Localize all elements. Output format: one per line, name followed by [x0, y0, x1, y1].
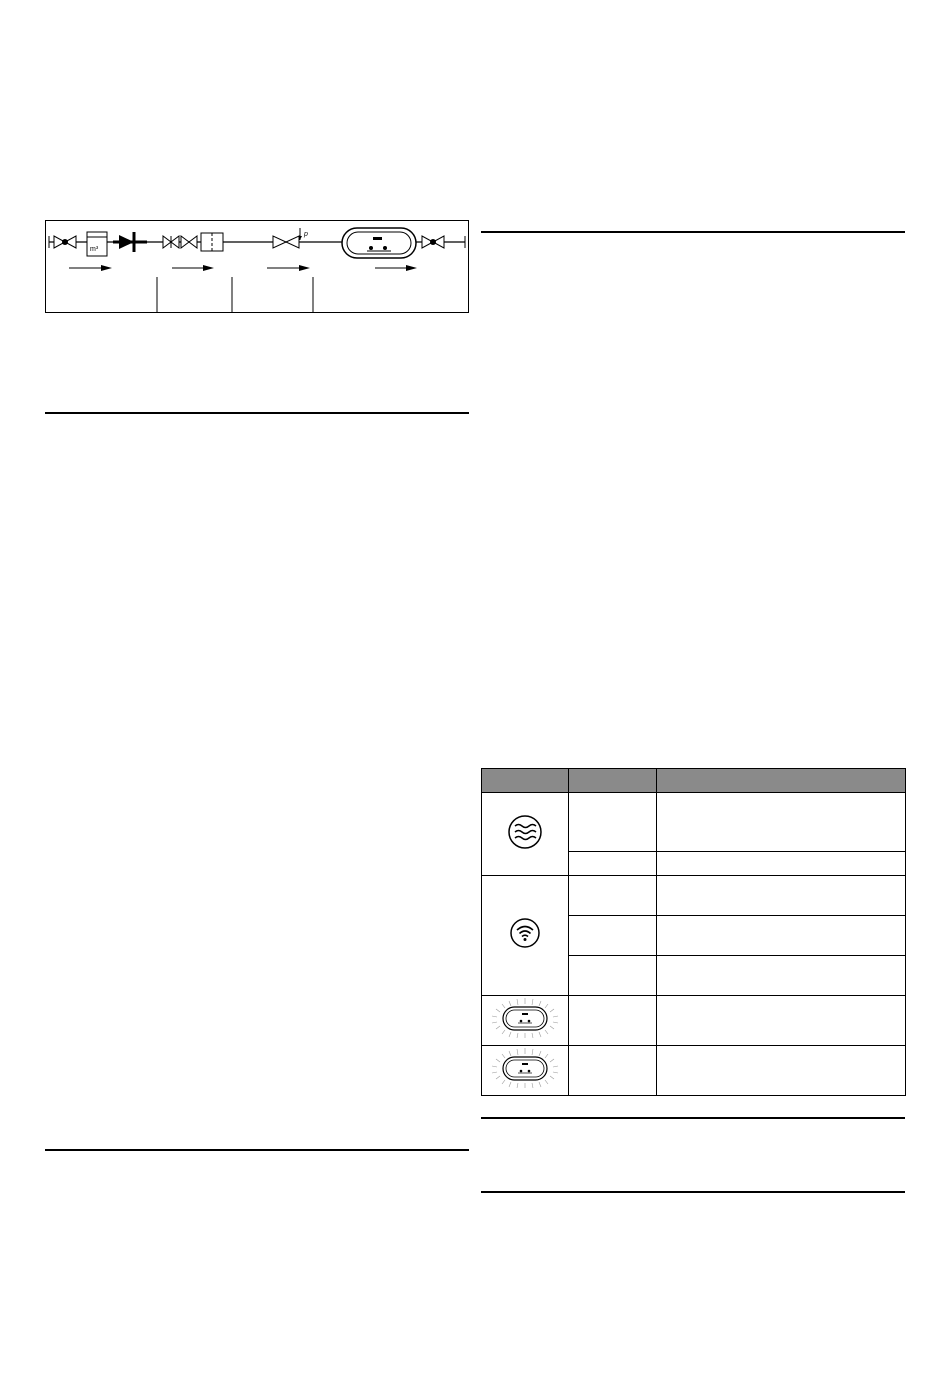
flow-arrow-icon — [69, 265, 112, 271]
section-divider — [481, 1117, 905, 1119]
table-header-cell — [569, 769, 657, 793]
device-led-blinking-icon — [487, 1046, 563, 1090]
water-meter-icon — [87, 232, 107, 256]
table-cell — [657, 876, 906, 916]
svg-text:m³: m³ — [90, 246, 99, 253]
flow-arrow-icon — [172, 265, 214, 271]
section-divider — [481, 231, 905, 233]
table-row — [482, 996, 906, 1046]
water-waves-icon — [505, 812, 545, 852]
table-cell — [657, 996, 906, 1046]
double-valve-icon — [163, 236, 197, 248]
table-header-row — [482, 769, 906, 793]
installation-diagram — [45, 220, 469, 313]
status-indicator-table — [481, 768, 906, 1096]
table-header-cell — [657, 769, 906, 793]
section-divider — [45, 1149, 469, 1151]
table-cell — [569, 793, 657, 852]
filter-icon — [201, 233, 223, 251]
table-cell-icon — [482, 1046, 569, 1096]
table-row — [482, 1046, 906, 1096]
table-cell-icon — [482, 876, 569, 996]
wifi-icon — [507, 915, 543, 951]
pressure-reducer-icon — [273, 228, 308, 248]
table-header-cell — [482, 769, 569, 793]
installation-schematic — [45, 220, 469, 313]
device-unit-icon — [342, 228, 416, 258]
check-valve-icon — [113, 232, 147, 252]
table-cell — [569, 876, 657, 916]
table-cell — [569, 956, 657, 996]
table-cell-icon — [482, 793, 569, 876]
table-cell — [569, 996, 657, 1046]
section-divider — [45, 412, 469, 414]
table-cell — [657, 1046, 906, 1096]
flow-arrow-icon — [375, 265, 417, 271]
table-cell-icon — [482, 996, 569, 1046]
table-cell — [657, 956, 906, 996]
table-cell — [657, 916, 906, 956]
table-cell — [657, 793, 906, 852]
table-row — [482, 793, 906, 852]
table-row — [482, 876, 906, 916]
table-cell — [657, 852, 906, 876]
flow-arrow-icon — [267, 265, 310, 271]
table-cell — [569, 1046, 657, 1096]
table-cell — [569, 852, 657, 876]
shutoff-valve-icon — [54, 236, 76, 248]
svg-text:p: p — [304, 231, 308, 238]
table-cell — [569, 916, 657, 956]
section-divider — [481, 1191, 905, 1193]
shutoff-valve-icon — [422, 236, 444, 248]
device-led-blinking-icon — [487, 996, 563, 1040]
